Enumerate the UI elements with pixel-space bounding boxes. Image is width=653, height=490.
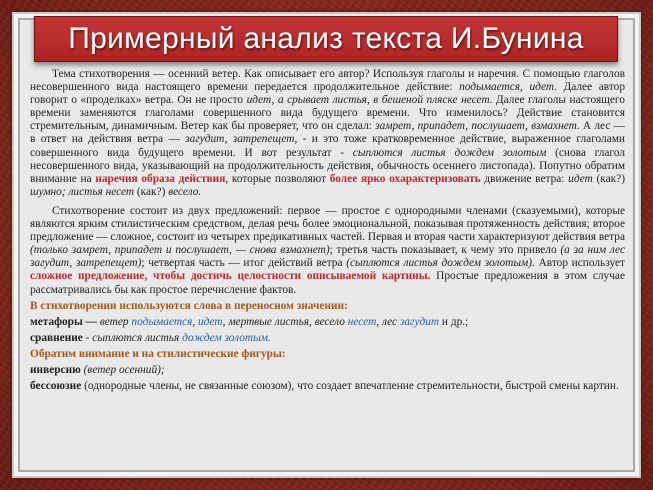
text-segment: Стихотворение состоит из двух предложений: первое — простое с однородными членами (сказуемыми), которые являются ярким стилистическим средством, делая речь более эмоциональной, показывая протяженность действия; второе предложение — сложное, состоит из четырех предикативных частей. Первая и вторая части характеризуют действия ветра (30, 204, 625, 244)
text-segment: загудит (399, 315, 440, 328)
text-segment: замрет, припадет, послушает, взмахнет (375, 120, 577, 133)
text-segment: , (192, 315, 198, 328)
text-segment: и др.; (439, 315, 469, 328)
text-segment: инверсию (30, 363, 81, 376)
text-segment: Автор использует (534, 257, 625, 270)
text-segment: идет, а срывает листья, в бешеной пляске несет (246, 94, 490, 107)
text-segment: несет (347, 315, 377, 328)
text-segment: сыплются листья (92, 331, 183, 344)
text-segment: (как?) (592, 172, 625, 185)
text-segment: . Далее глаголы настоящего времени заменяются глаголами совершенного вида будущего времени. Что изменилось? Действие становится стремительным, динамичным. Ветер как бы проверяет, что он сделал: (30, 94, 625, 133)
slide-content (30, 68, 625, 468)
text-segment: (снова глагол несовершенного вида, указывающий на продолжительность действия, обычность осеннего листопада). Попутно обратим внимание на (30, 146, 625, 185)
text-segment: (сыплются листья дождем золотым). (346, 257, 535, 270)
text-segment: наречия образа действия (95, 172, 226, 185)
text-segment: , - и это тоже кратковременное действие, выраженное глаголами совершенного вида будущего времени. И вот результат - (30, 133, 625, 159)
text-segment: сложное предложение, чтобы достичь целостности описываемой картины. (30, 270, 431, 283)
text-segment: ветер (99, 315, 132, 328)
text-segment: , которые позволяют (225, 172, 330, 185)
paragraph-theme (30, 68, 625, 199)
title-banner (34, 16, 618, 62)
text-segment: Тема стихотворения — осенний ветер. Как описывает его автор? Используя глаголы и наречия. С помощью глаголов несовершенного вида настоящего времени передается продолжительное действие: (30, 68, 625, 94)
text-segment: , (376, 315, 382, 328)
text-segment: сравнение (30, 331, 83, 344)
text-segment: . Далее автор говорит о «проделках» ветра. Он не просто (30, 81, 625, 107)
text-segment: (а за ним лес загудит, затрепещет) (30, 244, 625, 270)
item-metaphors (30, 316, 625, 329)
text-segment: подымается (131, 315, 193, 328)
text-segment: загудит, затрепещет (185, 133, 295, 146)
text-segment: Обратим внимание и на стилистические фигуры: (30, 347, 286, 360)
text-segment: (ветер осенний); (83, 363, 165, 376)
paragraph-syntax (30, 205, 625, 297)
text-segment: шумно; листья несет (30, 185, 135, 198)
text-segment: сыплются листья дождем золотым (352, 146, 547, 159)
text-segment: подымается, идет (459, 81, 555, 94)
text-segment: метафоры — (30, 315, 100, 328)
text-segment: весело. (168, 185, 202, 198)
text-segment: лес (381, 315, 400, 328)
text-segment: бессоюзие (30, 380, 82, 393)
text-segment: мертвые листья, весело (228, 315, 348, 328)
text-segment: более ярко охарактеризовать (329, 172, 481, 185)
text-segment: , (222, 315, 229, 328)
heading-stylistic-figures (30, 348, 625, 361)
item-inversion (30, 364, 625, 377)
text-segment: движение ветра: (480, 172, 569, 185)
text-segment: . А лес — в ответ на действия ветра — (30, 120, 625, 146)
text-segment: идет (198, 315, 223, 328)
text-segment: (только замрет, припадет и послушает, — снова взмахнет) (30, 244, 330, 257)
text-segment: (как?) (134, 185, 169, 198)
text-segment: Простые предложения в этом случае рассматривались бы как простое перечисление фактов. (30, 270, 625, 296)
text-segment: - (82, 331, 93, 344)
heading-figurative-words (30, 300, 625, 313)
item-comparison (30, 332, 625, 345)
text-segment: ; третья часть показывает, к чему это привело (329, 244, 561, 257)
item-asyndeton (30, 380, 625, 393)
slide-title: Примерный анализ текста И.Бунина (68, 22, 584, 55)
text-segment: ; четвертая часть — итог действий ветра (141, 257, 347, 270)
text-segment: В стихотворении используются слова в переносном значении: (30, 299, 348, 312)
text-segment: дождем золотым. (182, 331, 271, 344)
text-segment: (однородные члены, не связанные союзом), что создает впечатление стремительности, быстрой смены картин. (81, 380, 619, 393)
text-segment: идет (568, 172, 593, 185)
